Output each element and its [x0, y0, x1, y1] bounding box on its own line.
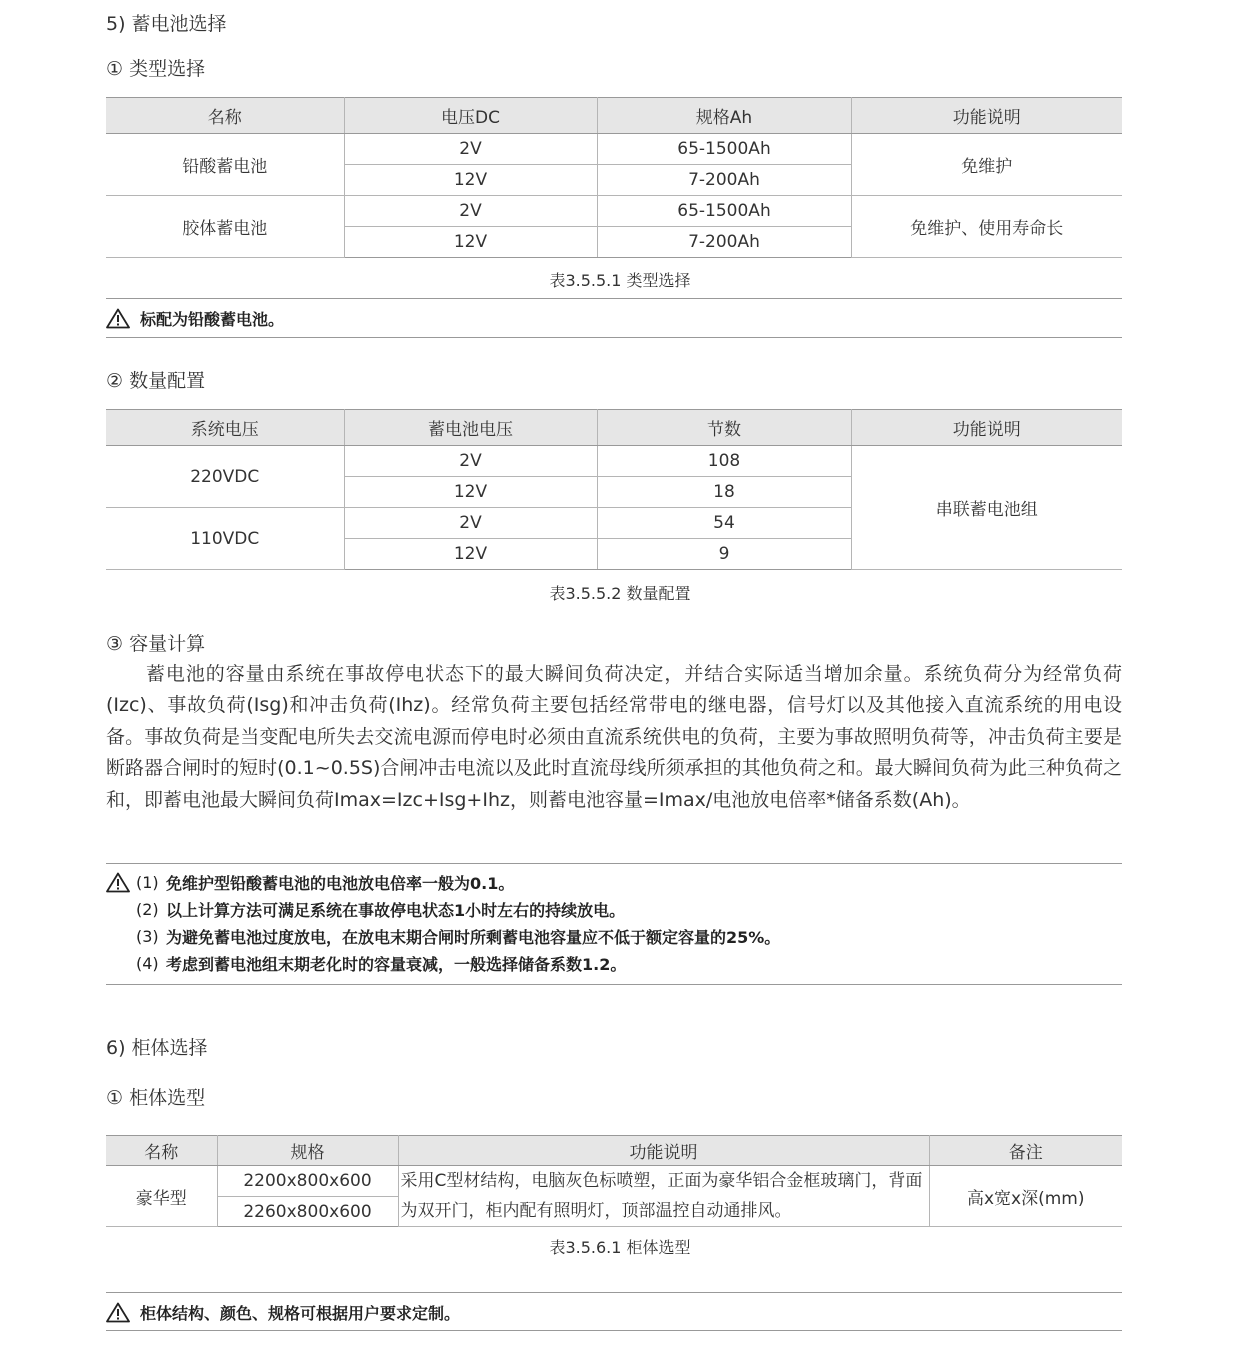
cabinet-name-cell: 豪华型 [106, 1166, 217, 1227]
table-caption: 表3.5.6.1 柜体选型 [549, 1238, 691, 1257]
table-header: 功能说明 [398, 1136, 929, 1166]
warning-icon [106, 1302, 132, 1324]
capacity-paragraph [106, 659, 1122, 816]
warning-icon [106, 308, 132, 330]
warning-note [106, 1301, 460, 1324]
table-header: 系统电压 [106, 410, 344, 446]
table-row [106, 446, 1122, 477]
voltage-cell: 12V [344, 227, 597, 258]
spec-cell: 7-200Ah [597, 227, 851, 258]
remark-cell: 高x宽x深(mm) [929, 1166, 1122, 1227]
note-item [106, 896, 780, 923]
table-header: 规格 [217, 1136, 398, 1166]
table-caption: 表3.5.5.2 数量配置 [549, 584, 691, 603]
divider [106, 1330, 1122, 1331]
notes-block [106, 869, 780, 977]
table-header: 电压DC [344, 98, 597, 134]
note-text: 考虑到蓄电池组末期老化时的容量衰减，一般选择储备系数1.2。 [166, 955, 627, 974]
spec-cell: 2200x800x600 [217, 1166, 398, 1197]
note-item [106, 869, 780, 896]
battery-voltage-cell: 2V [344, 508, 597, 539]
battery-voltage-cell: 12V [344, 539, 597, 570]
divider [106, 863, 1122, 864]
warning-note [106, 307, 284, 330]
battery-name-cell: 铅酸蓄电池 [106, 134, 344, 196]
function-cell: 免维护、使用寿命长 [851, 196, 1122, 258]
note-text: 免维护型铅酸蓄电池的电池放电倍率一般为0.1。 [166, 874, 515, 893]
cell-count-cell: 108 [597, 446, 851, 477]
spec-cell: 65-1500Ah [597, 196, 851, 227]
cell-count-cell: 54 [597, 508, 851, 539]
divider [106, 298, 1122, 299]
system-voltage-cell: 220VDC [106, 446, 344, 508]
voltage-cell: 2V [344, 196, 597, 227]
cell-count-cell: 9 [597, 539, 851, 570]
table-header: 节数 [597, 410, 851, 446]
table-row [106, 1166, 1122, 1197]
subsection-heading: ① 柜体选型 [106, 1087, 206, 1109]
function-cell: 串联蓄电池组 [851, 446, 1122, 570]
battery-name-cell: 胶体蓄电池 [106, 196, 344, 258]
function-cell: 采用C型材结构，电脑灰色标喷塑，正面为豪华铝合金框玻璃门，背面为双开门，柜内配有照明灯，顶部温控自动通排风。 [398, 1166, 929, 1227]
section-heading: 6) 柜体选择 [106, 1037, 208, 1059]
cabinet-table [106, 1135, 1122, 1227]
table-header: 名称 [106, 98, 344, 134]
warning-text: 柜体结构、颜色、规格可根据用户要求定制。 [140, 1304, 461, 1323]
note-item [106, 923, 780, 950]
note-number: (2) [136, 900, 159, 919]
note-number: (1) [136, 873, 159, 892]
battery-quantity-table [106, 409, 1122, 570]
divider [106, 984, 1122, 985]
voltage-cell: 2V [344, 134, 597, 165]
battery-voltage-cell: 12V [344, 477, 597, 508]
warning-text: 标配为铅酸蓄电池。 [140, 310, 285, 329]
battery-voltage-cell: 2V [344, 446, 597, 477]
cell-count-cell: 18 [597, 477, 851, 508]
warning-icon [106, 872, 132, 894]
note-text: 为避免蓄电池过度放电，在放电末期合闸时所剩蓄电池容量应不低于额定容量的25%。 [166, 928, 781, 947]
voltage-cell: 12V [344, 165, 597, 196]
note-number: (3) [136, 927, 159, 946]
note-item [106, 950, 780, 977]
divider [106, 337, 1122, 338]
table-row [106, 196, 1122, 227]
paragraph-text: 蓄电池的容量由系统在事故停电状态下的最大瞬间负荷决定，并结合实际适当增加余量。系统负荷分为经常负荷(Izc)、事故负荷(Isg)和冲击负荷(Ihz)。经常负荷主要包括经常带电的继电器，信号灯以及其他接入直流系统的用电设备。事故负荷是当变配电所失去交流电源而停电时必须由直流系统供电的负荷，主要为事故照明负荷等，冲击负荷主要是断路器合闸时的短时(0.1~0.5S)合闸冲击电流以及此时直流母线所须承担的其他负荷之和。最大瞬间负荷为此三种负荷之和，即蓄电池最大瞬间负荷Imax=Izc+Isg+Ihz，则蓄电池容量=Imax/电池放电倍率*储备系数(Ah)。 [106, 663, 1122, 811]
table-header: 功能说明 [851, 98, 1122, 134]
divider [106, 1292, 1122, 1293]
subsection-heading: ② 数量配置 [106, 370, 206, 392]
subsection-heading: ① 类型选择 [106, 58, 206, 80]
table-header: 规格Ah [597, 98, 851, 134]
note-text: 以上计算方法可满足系统在事故停电状态1小时左右的持续放电。 [166, 901, 626, 920]
note-number: (4) [136, 954, 159, 973]
table-row [106, 134, 1122, 165]
table-header: 蓄电池电压 [344, 410, 597, 446]
spec-cell: 2260x800x600 [217, 1197, 398, 1227]
table-header: 名称 [106, 1136, 217, 1166]
section-heading: 5) 蓄电池选择 [106, 13, 227, 35]
table-header: 功能说明 [851, 410, 1122, 446]
subsection-heading: ③ 容量计算 [106, 633, 206, 655]
function-cell: 免维护 [851, 134, 1122, 196]
battery-type-table [106, 97, 1122, 258]
table-caption: 表3.5.5.1 类型选择 [549, 271, 691, 290]
table-header: 备注 [929, 1136, 1122, 1166]
spec-cell: 7-200Ah [597, 165, 851, 196]
spec-cell: 65-1500Ah [597, 134, 851, 165]
system-voltage-cell: 110VDC [106, 508, 344, 570]
